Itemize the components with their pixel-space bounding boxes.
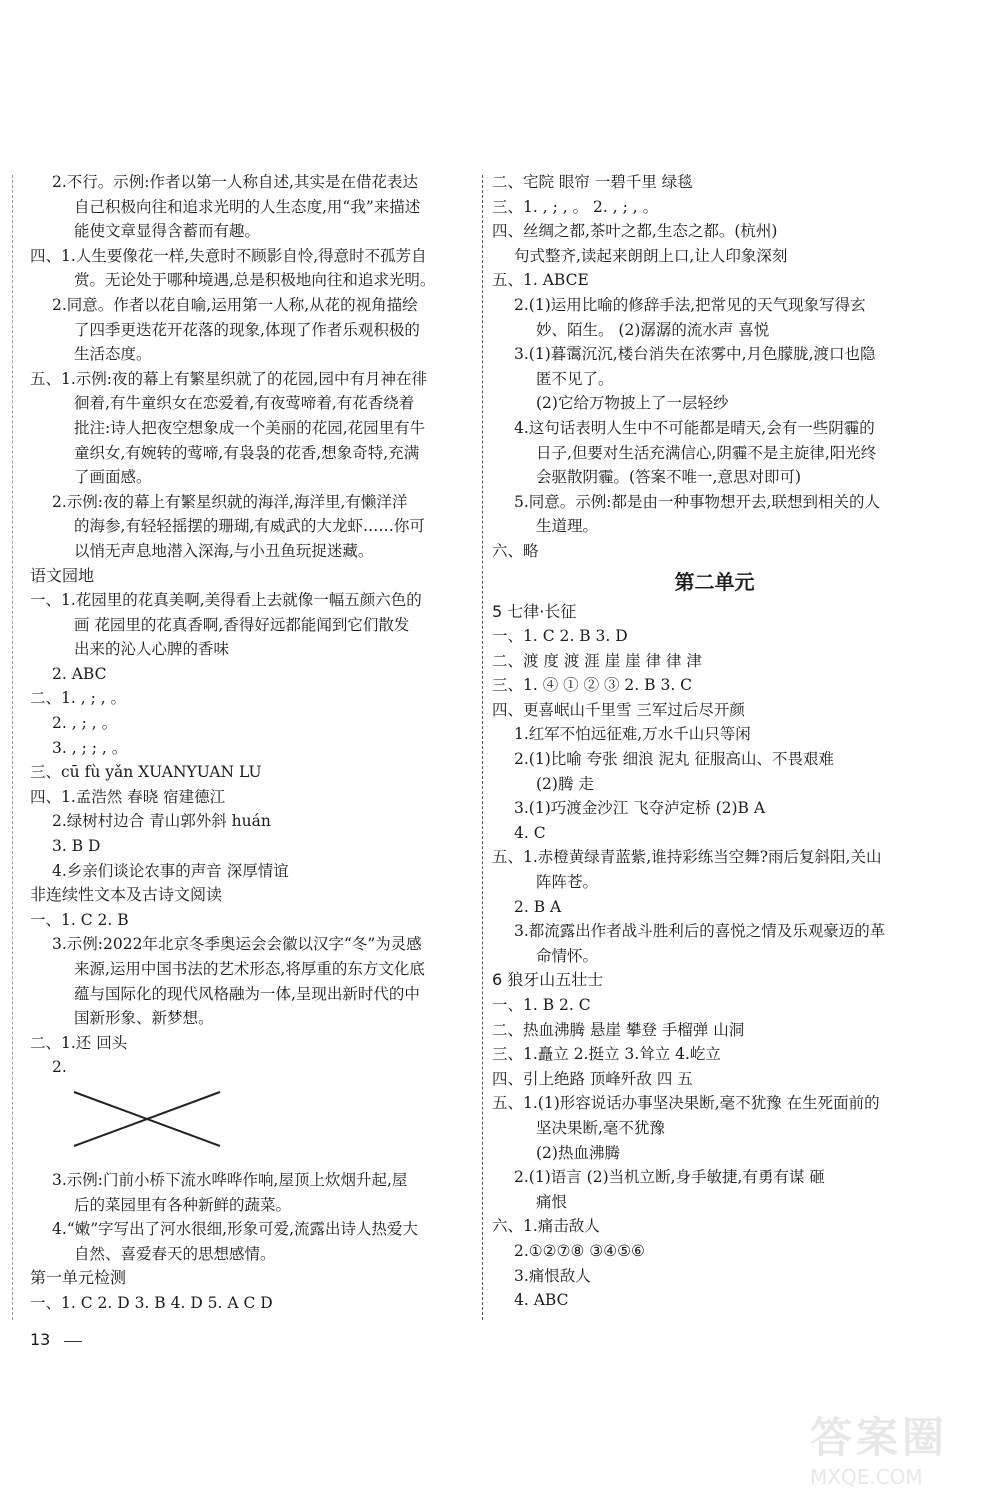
column-divider [482, 175, 483, 1320]
page-number: 13 [30, 1330, 51, 1349]
answer-line: 2. B A [514, 897, 562, 916]
answer-line: 一、1.花园里的花真美啊,美得看上去就像一幅五颜六色的 [30, 591, 422, 610]
answer-line: 一、1. B 2. C [492, 996, 591, 1014]
answer-line: 自己积极向往和追求光明的人生态度,用“我”来描述 [74, 197, 421, 216]
answer-line: 5.同意。示例:都是由一种事物想开去,联想到相关的人 [514, 492, 880, 511]
answer-line: (2)热血沸腾 [536, 1143, 620, 1162]
answer-line: 国新形象、新梦想。 [74, 1009, 214, 1028]
answer-line: 生活态度。 [74, 345, 152, 364]
unit-title: 第二单元 [674, 569, 755, 594]
answer-line: 自然、喜爱春天的思想感情。 [74, 1244, 276, 1263]
answer-line: 出来的沁人心脾的香味 [74, 640, 230, 659]
answer-line: 4.“嫩”字写出了河水很细,形象可爱,流露出诗人热爱大 [52, 1220, 418, 1239]
answer-line: 坚决果断,毫不犹豫 [536, 1118, 665, 1137]
answer-line: 批注:诗人把夜空想象成一个美丽的花园,花园里有牛 [74, 418, 426, 437]
answer-line: 4. C [514, 823, 546, 842]
answer-line: 2.(1)比喻 夸张 细浪 泥丸 征服高山、不畏艰难 [514, 750, 834, 769]
answer-line: 痛恨 [536, 1192, 568, 1211]
answer-line: 3.都流露出作者战斗胜利后的喜悦之情及乐观豪迈的革 [514, 922, 886, 941]
answer-line: 匿不见了。 [536, 369, 614, 388]
section-heading: 非连续性文本及古诗文阅读 [30, 885, 223, 905]
answer-line: 3.痛恨敌人 [514, 1266, 591, 1285]
answer-line: 五、1.赤橙黄绿青蓝紫,谁持彩练当空舞?雨后复斜阳,关山 [492, 848, 882, 867]
answer-line: 画 花园里的花真香啊,香得好远都能闻到它们散发 [74, 615, 410, 634]
answer-line: 三、1. , ; , 。 2. , ; , 。 [492, 197, 659, 216]
answer-line: 3.(1)暮霭沉沉,楼台消失在浓雾中,月色朦胧,渡口也隐 [514, 345, 876, 364]
answer-line: 日子,但要对生活充满信心,阴霾不是主旋律,阳光终 [536, 443, 877, 462]
answer-line: 六、略 [492, 541, 539, 560]
answer-line: 三、1.矗立 2.挺立 3.耸立 4.屹立 [492, 1045, 721, 1064]
answer-line: 妙、陌生。 (2)潺潺的流水声 喜悦 [536, 320, 770, 339]
answer-line: 4.乡亲们谈论农事的声音 深厚情谊 [52, 861, 289, 880]
answer-line: (2)腾 走 [536, 774, 594, 793]
answer-line: 四、1.孟浩然 春晓 宿建德江 [30, 787, 226, 806]
answer-line: 二、宅院 眼帘 一碧千里 绿毯 [492, 173, 693, 191]
page-left-rule [12, 175, 13, 1320]
answer-line: 2.绿树村边合 青山郭外斜 huán [52, 812, 271, 831]
watermark-text: 答案圈 [810, 1413, 949, 1462]
answer-line: 来源,运用中国书法的艺术形态,将厚重的东方文化底 [74, 960, 425, 978]
answer-line: 四、丝绸之都,茶叶之都,生态之都。(杭州) [492, 222, 778, 241]
section-heading: 6 狼牙山五壮士 [492, 970, 604, 990]
answer-line: 2. [52, 1058, 67, 1077]
answer-line: 1.红军不怕远征难,万水千山只等闲 [514, 725, 751, 744]
answer-line: 后的菜园里有各种新鲜的蔬菜。 [74, 1195, 292, 1214]
answer-line: 一、1. C 2. B [30, 910, 129, 929]
left-column [30, 170, 475, 1316]
page-number-dash [64, 1341, 82, 1342]
answer-line: 命情怀。 [536, 946, 599, 965]
answer-line: 一、1. C 2. D 3. B 4. D 5. A C D [30, 1293, 273, 1312]
answer-line: 蕴与国际化的现代风格融为一体,呈现出新时代的中 [74, 984, 420, 1003]
answer-line: 童织女,有婉转的莺啼,有袅袅的花香,想象奇特,充满 [74, 443, 420, 462]
answer-line: 3.示例:2022年北京冬季奥运会会徽以汉字“冬”为灵感 [52, 935, 422, 954]
right-column [492, 170, 937, 1313]
answer-line: 赏。无论处于哪种境遇,总是积极地向往和追求光明。 [74, 271, 436, 290]
answer-line: 2.不行。示例:作者以第一人称自述,其实是在借花表达 [52, 173, 418, 191]
answer-line: 三、1. ④ ① ② ③ 2. B 3. C [492, 676, 693, 695]
matching-lines-figure [30, 1080, 475, 1168]
answer-line: 以悄无声息地潜入深海,与小丑鱼玩捉迷藏。 [74, 541, 374, 560]
answer-line: 4.这句话表明人生中不可能都是晴天,会有一些阴霾的 [514, 418, 875, 437]
answer-line: 3. B D [52, 837, 101, 856]
answer-line: 四、引上绝路 顶峰歼敌 四 五 [492, 1069, 693, 1088]
answer-line: 2.①②⑦⑧ ③④⑤⑥ [514, 1241, 645, 1260]
answer-line: 会驱散阴霾。(答案不唯一,意思对即可) [536, 468, 802, 487]
answer-line: 五、1. ABCE [492, 271, 589, 290]
answer-line: 4. ABC [514, 1291, 569, 1310]
watermark-url: MXQE.COM [810, 1465, 923, 1489]
watermark-logo [810, 1405, 990, 1490]
answer-line: 二、渡 度 渡 涯 崖 崖 律 律 津 [492, 651, 702, 670]
answer-line: 三、cū fù yǎn XUANYUAN LU [30, 763, 262, 782]
answer-line: 2. , ; , 。 [52, 714, 118, 733]
answer-line: 一、1. C 2. B 3. D [492, 627, 628, 646]
answer-line: 2.同意。作者以花自喻,运用第一人称,从花的视角描绘 [52, 295, 418, 314]
answer-line: (2)它给万物披上了一层轻纱 [536, 394, 729, 413]
answer-line: 二、热血沸腾 悬崖 攀登 手榴弹 山洞 [492, 1020, 745, 1039]
answer-line: 3. , ; ; , 。 [52, 738, 128, 757]
answer-line: 了画面感。 [74, 468, 152, 487]
answer-line: 六、1.痛击敌人 [492, 1217, 600, 1236]
answer-line: 3.示例:门前小桥下流水哗哗作响,屋顶上炊烟升起,屋 [52, 1170, 408, 1189]
answer-line: 句式整齐,读起来朗朗上口,让人印象深刻 [514, 246, 788, 265]
answer-line: 四、1.人生要像花一样,失意时不顾影自怜,得意时不孤芳自 [30, 246, 427, 265]
section-heading: 第一单元检测 [30, 1268, 127, 1288]
answer-line: 2. ABC [52, 664, 107, 683]
answer-line: 五、1.示例:夜的幕上有繁星织就了的花园,园中有月神在徘 [30, 369, 427, 388]
answer-line: 二、1. , ; , 。 [30, 689, 127, 708]
answer-line: 了四季更迭花开花落的现象,体现了作者乐观积极的 [74, 320, 420, 339]
section-heading: 5 七律·长征 [492, 601, 577, 621]
answer-line: 二、1.还 回头 [30, 1033, 128, 1052]
answer-line: 生道理。 [536, 517, 599, 536]
answer-line: 的海参,有轻轻摇摆的珊瑚,有威武的大龙虾……你可 [74, 517, 425, 536]
answer-line: 能使文章显得含蓄而有趣。 [74, 222, 261, 241]
answer-line: 3.(1)巧渡金沙江 飞夺泸定桥 (2)B A [514, 799, 766, 818]
answer-line: 2.示例:夜的幕上有繁星织就的海洋,海洋里,有懒洋洋 [52, 492, 408, 511]
answer-line: 四、更喜岷山千里雪 三军过后尽开颜 [492, 700, 745, 719]
answer-line: 2.(1)语言 (2)当机立断,身手敏捷,有勇有谋 砸 [514, 1168, 825, 1187]
answer-line: 五、1.(1)形容说话办事坚决果断,毫不犹豫 在生死面前的 [492, 1094, 880, 1113]
section-heading: 语文园地 [30, 565, 95, 585]
answer-line: 徊着,有牛童织女在恋爱着,有夜莺啼着,有花香绕着 [74, 394, 415, 413]
answer-line: 阵阵苍。 [536, 873, 599, 892]
answer-line: 2.(1)运用比喻的修辞手法,把常见的天气现象写得玄 [514, 295, 866, 314]
